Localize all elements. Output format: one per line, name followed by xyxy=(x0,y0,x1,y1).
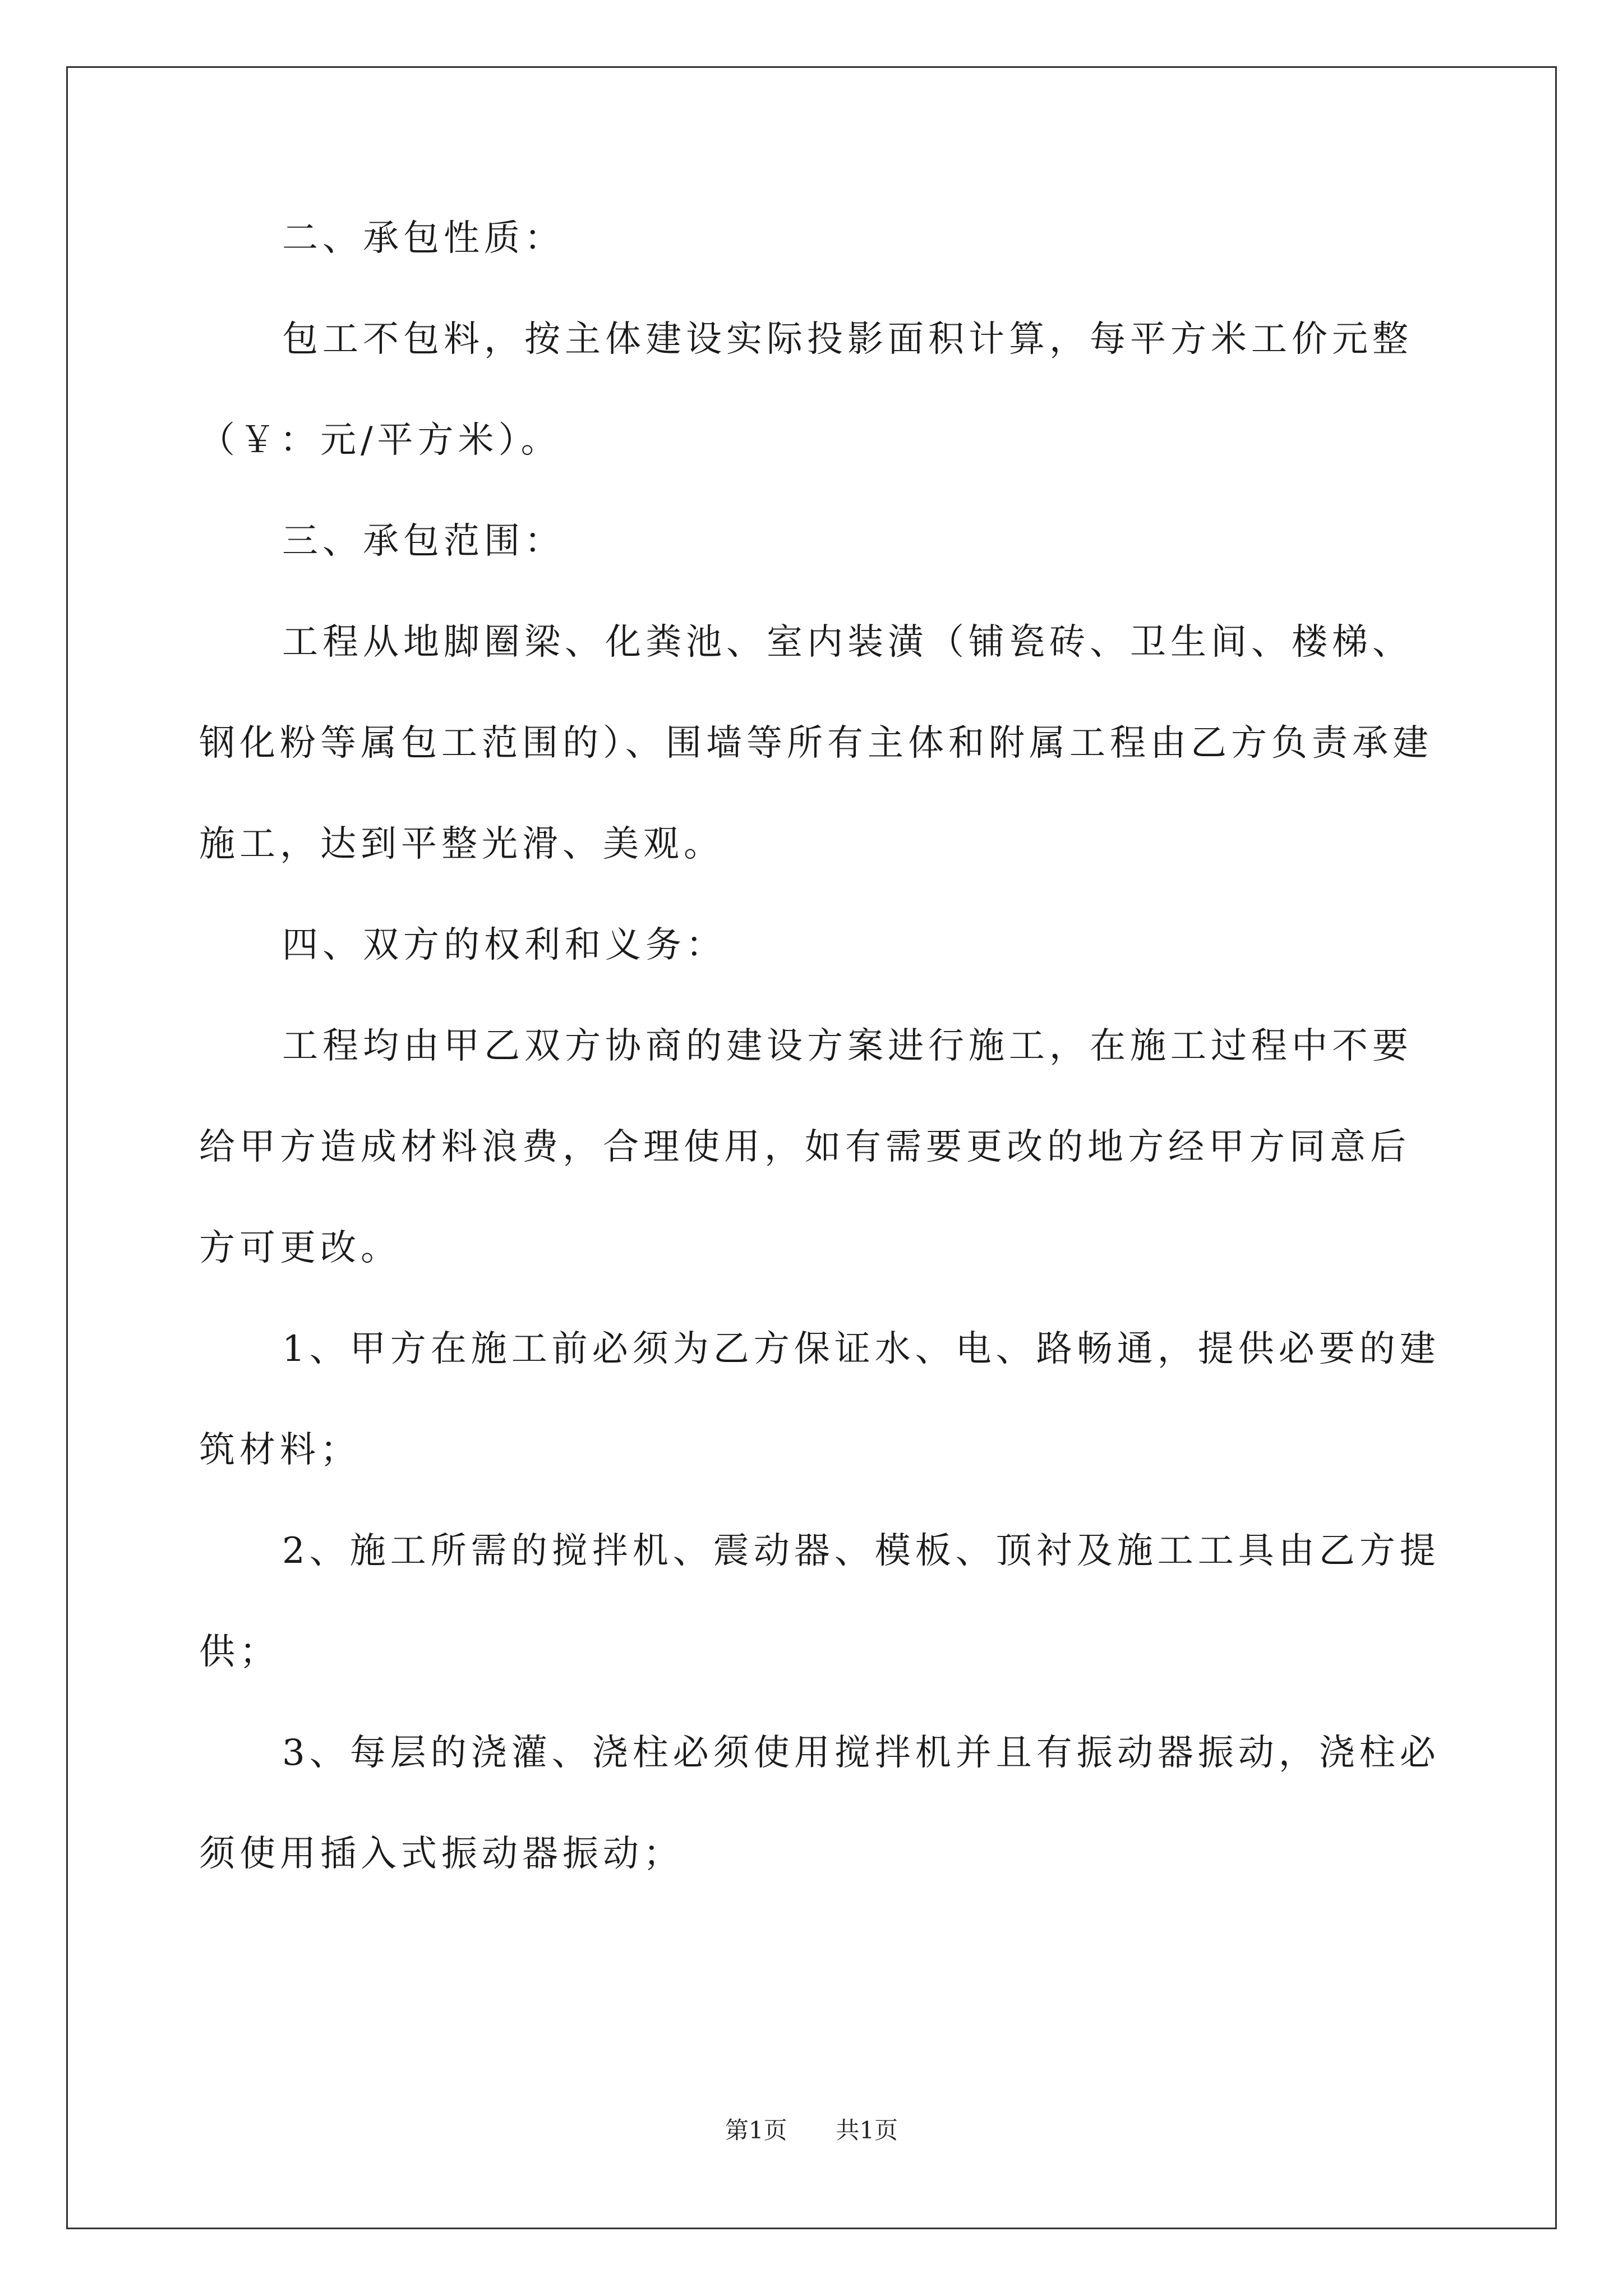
paragraph-line: 给甲方造成材料浪费，合理使用，如有需要更改的地方经甲方同意后 xyxy=(199,1126,1410,1168)
paragraph-section-four-heading xyxy=(199,895,1428,996)
paragraph-contract-scope xyxy=(199,592,1433,895)
paragraph-item-two xyxy=(199,1501,1440,1703)
page-footer xyxy=(0,2114,1623,2147)
page-number-total: 共1页 xyxy=(836,2116,898,2144)
paragraph-section-two-heading xyxy=(199,188,1428,289)
paragraph-line: 供； xyxy=(199,1631,280,1673)
paragraph-line: 三、承包范围： xyxy=(282,521,565,562)
paragraph-line: 工程均由甲乙双方协商的建设方案进行施工，在施工过程中不要 xyxy=(282,1025,1413,1067)
paragraph-line: 1、甲方在施工前必须为乙方保证水、电、路畅通，提供必要的建 xyxy=(282,1328,1440,1370)
paragraph-line: 筑材料； xyxy=(199,1429,361,1471)
page-number-current: 第1页 xyxy=(725,2116,787,2144)
paragraph-line: （￥：元/平方米）。 xyxy=(199,420,561,461)
paragraph-line: 二、承包性质： xyxy=(282,218,565,259)
paragraph-line: 方可更改。 xyxy=(199,1227,401,1269)
paragraph-line: 工程从地脚圈梁、化粪池、室内装潢（铺瓷砖、卫生间、楼梯、 xyxy=(282,622,1413,663)
paragraph-line: 施工，达到平整光滑、美观。 xyxy=(199,823,724,865)
paragraph-line: 钢化粉等属包工范围的）、围墙等所有主体和附属工程由乙方负责承建 xyxy=(199,723,1433,764)
paragraph-line: 2、施工所需的搅拌机、震动器、模板、顶衬及施工工具由乙方提 xyxy=(282,1530,1440,1572)
paragraph-section-three-heading xyxy=(199,491,1428,592)
paragraph-line: 须使用插入式振动器振动； xyxy=(199,1833,684,1875)
paragraph-contract-nature xyxy=(199,289,1428,491)
paragraph-rights-obligations xyxy=(199,996,1428,1299)
paragraph-line: 3、每层的浇灌、浇柱必须使用搅拌机并且有振动器振动，浇柱必 xyxy=(282,1732,1440,1774)
paragraph-line: 四、双方的权利和义务： xyxy=(282,924,726,966)
paragraph-line: 包工不包料，按主体建设实际投影面积计算，每平方米工价元整 xyxy=(282,319,1413,360)
paragraph-item-one xyxy=(199,1299,1440,1501)
paragraph-item-three xyxy=(199,1703,1440,1904)
